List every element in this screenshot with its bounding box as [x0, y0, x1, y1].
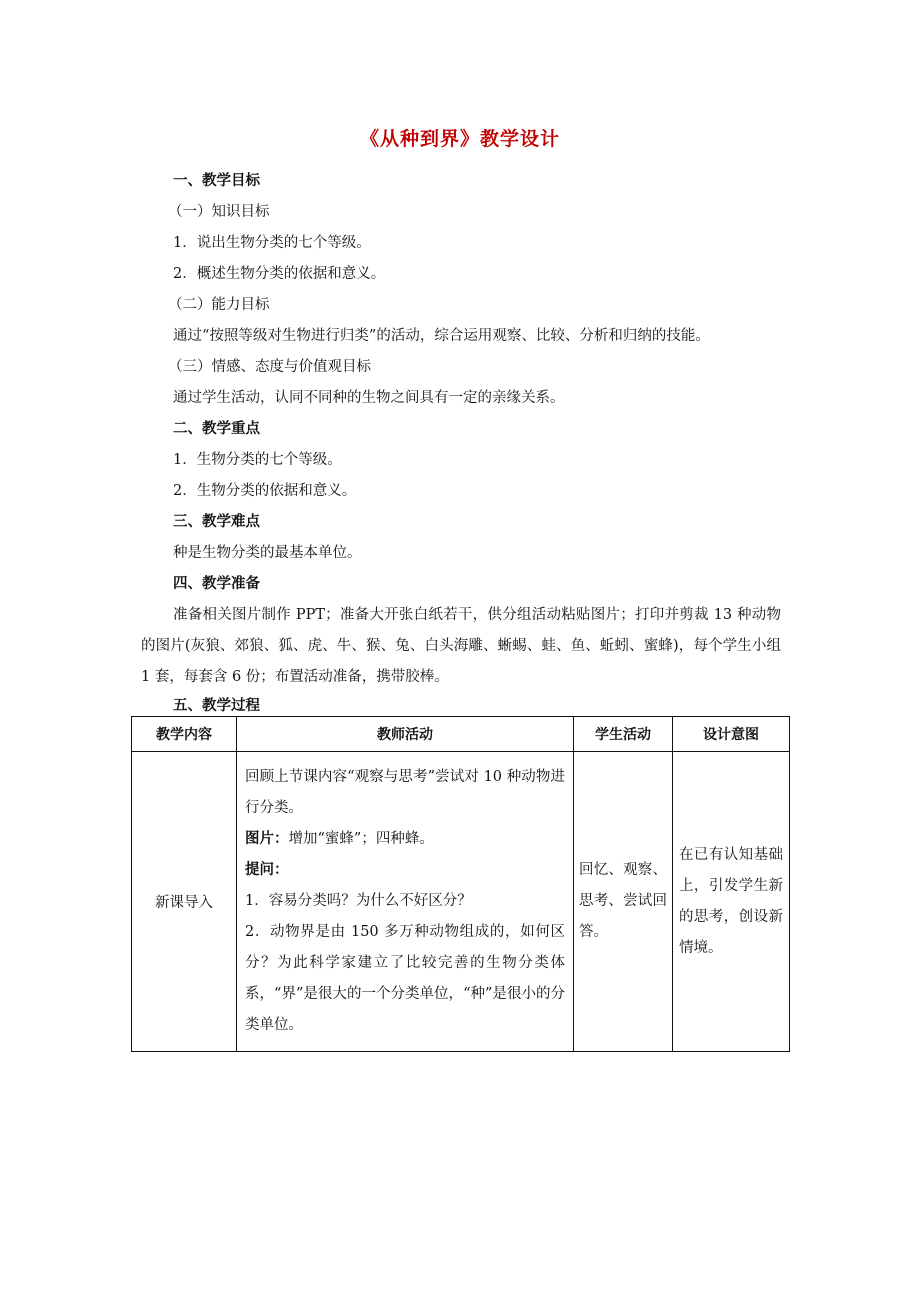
question-2: 2．动物界是由 150 多万种动物组成的，如何区分？为此科学家建立了比较完善的生物分类体系，“界”是很大的一个分类单位，“种”是很小的分类单位。	[245, 924, 565, 1033]
picture-label: 图片：	[245, 831, 289, 847]
document-title: 《从种到界》教学设计	[359, 128, 560, 150]
subheading-knowledge: （一）知识目标	[168, 204, 270, 220]
emotion-text: 通过学生活动，认同不同种的生物之间具有一定的亲缘关系。	[173, 390, 565, 406]
section-heading-process: 五、教学过程	[173, 698, 260, 714]
key-point-2: 2．生物分类的依据和意义。	[173, 483, 357, 499]
table-row	[132, 752, 790, 1052]
section-heading-objectives: 一、教学目标	[173, 173, 260, 189]
section-heading-key-points: 二、教学重点	[173, 421, 260, 437]
header-content: 教学内容	[132, 717, 237, 752]
question-1: 1．容易分类吗？为什么不好区分？	[245, 893, 472, 909]
key-point-1: 1．生物分类的七个等级。	[173, 452, 342, 468]
difficulty-text: 种是生物分类的最基本单位。	[173, 545, 362, 561]
preparation-text: 准备相关图片制作 PPT；准备大开张白纸若干，供分组活动粘贴图片；打印并剪裁 13 种动物的图片(灰狼、郊狼、狐、虎、牛、猴、兔、白头海雕、蜥蜴、蛙、鱼、蚯蚓、蜜蜂)，每个学生小组 1 套，每套含 6 份；布置活动准备，携带胶棒。	[141, 607, 781, 685]
cell-content: 新课导入	[132, 752, 237, 1052]
cell-student: 回忆、观察、思考、尝试回答。	[574, 752, 673, 1052]
picture-text: 增加“蜜蜂”；四种蜂。	[288, 831, 434, 847]
cell-teacher	[237, 752, 574, 1052]
subheading-emotion: （三）情感、态度与价值观目标	[168, 359, 371, 375]
section-heading-difficulty: 三、教学难点	[173, 514, 260, 530]
table-header-row	[132, 717, 790, 752]
knowledge-item-2: 2．概述生物分类的依据和意义。	[173, 266, 386, 282]
header-teacher: 教师活动	[237, 717, 574, 752]
cell-intent: 在已有认知基础上，引发学生新的思考，创设新情境。	[673, 752, 790, 1052]
knowledge-item-1: 1．说出生物分类的七个等级。	[173, 235, 371, 251]
header-student: 学生活动	[574, 717, 673, 752]
teacher-review-text: 回顾上节课内容“观察与思考”尝试对 10 种动物进行分类。	[245, 769, 565, 816]
teacher-picture-line	[245, 824, 565, 855]
subheading-ability: （二）能力目标	[168, 297, 270, 313]
process-table	[131, 716, 790, 1052]
header-intent: 设计意图	[673, 717, 790, 752]
question-label: 提问：	[245, 862, 289, 878]
section-heading-preparation: 四、教学准备	[173, 576, 260, 592]
ability-text: 通过“按照等级对生物进行归类”的活动，综合运用观察、比较、分析和归纳的技能。	[173, 328, 710, 344]
